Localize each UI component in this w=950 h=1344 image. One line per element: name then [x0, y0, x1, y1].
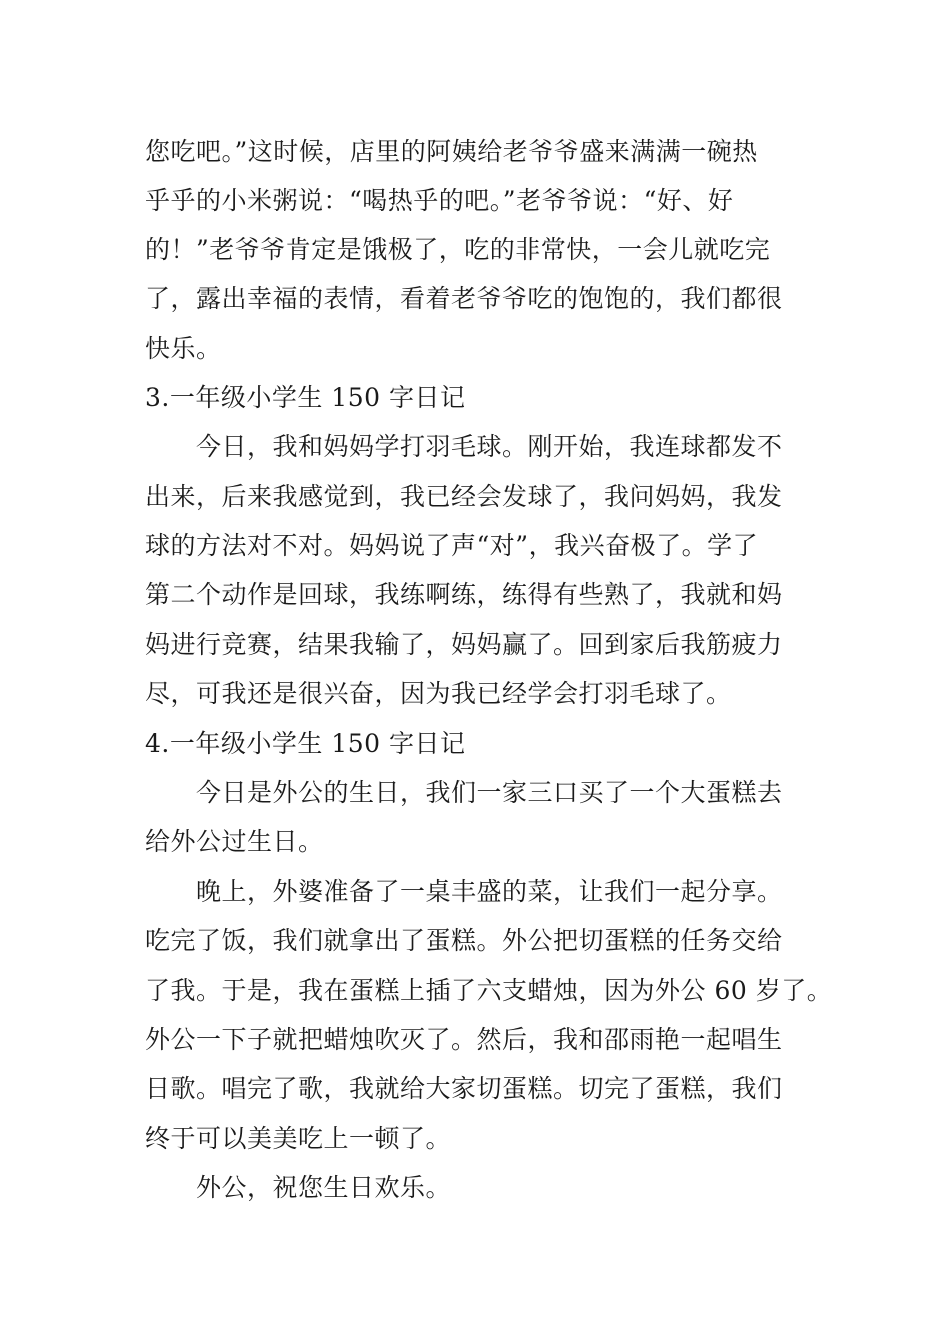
paragraph-first-line: 晚上，外婆准备了一桌丰盛的菜，让我们一起分享。	[196, 877, 783, 906]
body-text-line: 尽，可我还是很兴奋，因为我已经学会打羽毛球了。	[145, 679, 732, 708]
body-text-line: 吃完了饭，我们就拿出了蛋糕。外公把切蛋糕的任务交给	[145, 926, 783, 955]
body-text-line: 终于可以美美吃上一顿了。	[145, 1124, 452, 1153]
body-text-line: 第二个动作是回球，我练啊练，练得有些熟了，我就和妈	[145, 580, 783, 609]
body-text-line: 妈进行竞赛，结果我输了，妈妈赢了。回到家后我筋疲力	[145, 630, 783, 659]
paragraph-first-line: 今日，我和妈妈学打羽毛球。刚开始，我连球都发不	[196, 432, 783, 461]
body-text-line: 出来，后来我感觉到，我已经会发球了，我问妈妈，我发	[145, 482, 783, 511]
body-text-line: 日歌。唱完了歌，我就给大家切蛋糕。切完了蛋糕，我们	[145, 1074, 783, 1103]
body-text-line: 了我。于是，我在蛋糕上插了六支蜡烛，因为外公 60 岁了。	[145, 976, 833, 1005]
paragraph-first-line: 外公，祝您生日欢乐。	[196, 1173, 452, 1202]
body-text-line: 了，露出幸福的表情，看着老爷爷吃的饱饱的，我们都很	[145, 284, 783, 313]
section-heading: 3.一年级小学生 150 字日记	[145, 383, 466, 412]
body-text-line: 外公一下子就把蜡烛吹灭了。然后，我和邵雨艳一起唱生	[145, 1025, 783, 1054]
body-text-line: 乎乎的小米粥说：“喝热乎的吧。”老爷爷说：“好、好	[145, 186, 734, 215]
body-text-line: 快乐。	[145, 334, 222, 363]
body-text-line: 球的方法对不对。妈妈说了声“对”，我兴奋极了。学了	[145, 531, 759, 560]
section-heading: 4.一年级小学生 150 字日记	[145, 729, 466, 758]
body-text-line: 的！”老爷爷肯定是饿极了，吃的非常快，一会儿就吃完	[145, 235, 771, 264]
body-text-line: 您吃吧。”这时候，店里的阿姨给老爷爷盛来满满一碗热	[145, 137, 758, 166]
body-text-line: 给外公过生日。	[145, 827, 324, 856]
paragraph-first-line: 今日是外公的生日，我们一家三口买了一个大蛋糕去	[196, 778, 783, 807]
